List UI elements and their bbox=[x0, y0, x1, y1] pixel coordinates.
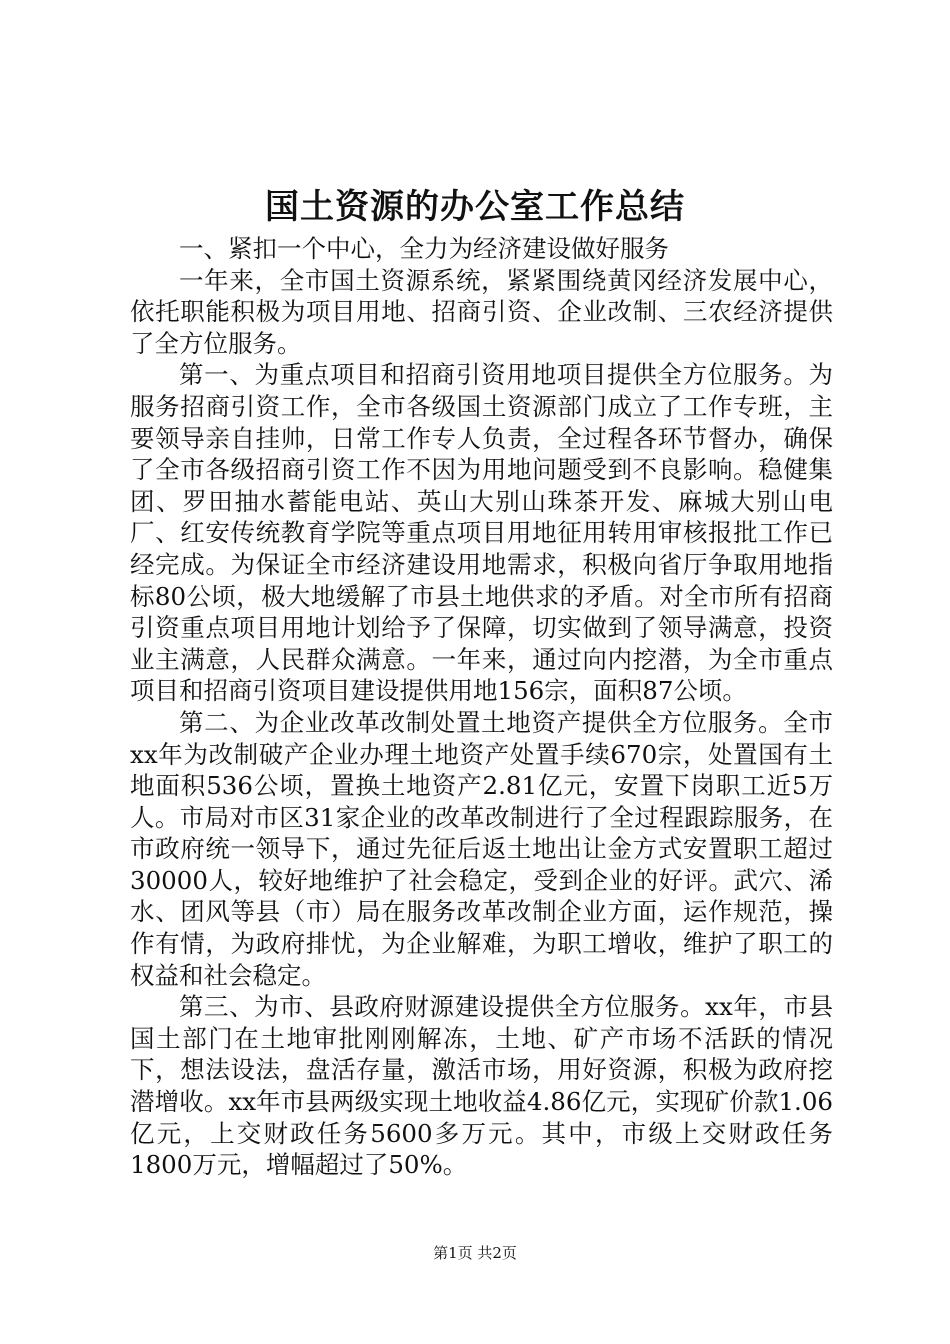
body-paragraph: 一年来，全市国土资源系统，紧紧围绕黄冈经济发展中心，依托职能积极为项目用地、招商引资、企业改制、三农经济提供了全方位服务。 bbox=[130, 265, 833, 358]
body-paragraph: 第三、为市、县政府财源建设提供全方位服务。xx年，市县国土部门在土地审批刚刚解冻，土地、矿产市场不活跃的情况下，想法设法，盘活存量，激活市场，用好资源，积极为政府挖潜增收。xx年市县两级实现土地收益4.86亿元，实现矿价款1.06亿元，上交财政任务5600多万元。其中，市级上交财政任务1800万元，增幅超过了50%。 bbox=[130, 992, 833, 1180]
document-body bbox=[130, 233, 833, 1181]
document-title: 国土资源的办公室工作总结 bbox=[265, 187, 685, 227]
section-heading: 一、紧扣一个中心，全力为经济建设做好服务 bbox=[179, 234, 669, 263]
page-number-footer: 第1页 共2页 bbox=[433, 1244, 517, 1262]
body-paragraph: 第二、为企业改革改制处置土地资产提供全方位服务。全市xx年为改制破产企业办理土地资产处置手续670宗，处置国有土地面积536公顷，置换土地资产2.81亿元，安置下岗职工近5万人。市局对市区31家企业的改革改制进行了全过程跟踪服务，在市政府统一领导下，通过先征后返土地出让金方式安置职工超过30000人，较好地维护了社会稳定，受到企业的好评。武穴、浠水、团风等县（市）局在服务改革改制企业方面，运作规范，操作有情，为政府排忧，为企业解难，为职工增收，维护了职工的权益和社会稳定。 bbox=[130, 707, 833, 990]
body-paragraph: 第一、为重点项目和招商引资用地项目提供全方位服务。为服务招商引资工作，全市各级国土资源部门成立了工作专班，主要领导亲自挂帅，日常工作专人负责，全过程各环节督办，确保了全市各级招商引资工作不因为用地问题受到不良影响。稳健集团、罗田抽水蓄能电站、英山大别山珠茶开发、麻城大别山电厂、红安传统教育学院等重点项目用地征用转用审核报批工作已经完成。为保证全市经济建设用地需求，积极向省厅争取用地指标80公顷，极大地缓解了市县土地供求的矛盾。对全市所有招商引资重点项目用地计划给予了保障，切实做到了领导满意，投资业主满意，人民群众满意。一年来，通过向内挖潜，为全市重点项目和招商引资项目建设提供用地156宗，面积87公顷。 bbox=[130, 360, 833, 706]
